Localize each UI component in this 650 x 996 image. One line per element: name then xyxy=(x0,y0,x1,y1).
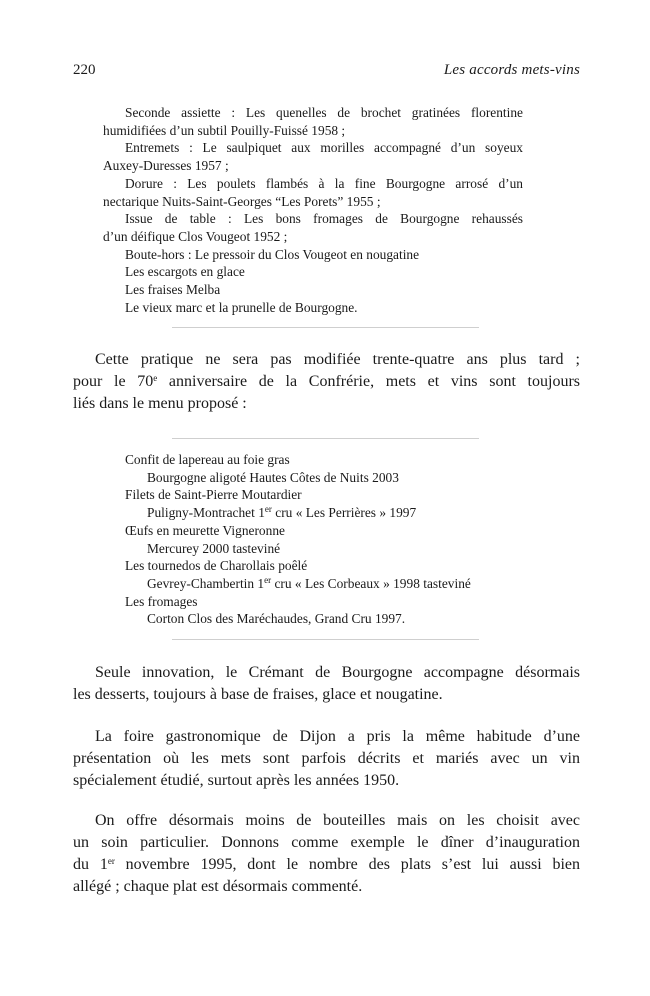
menu-2-wine: Gevrey-Chambertin 1er cru « Les Corbeaux » 1998 tasteviné xyxy=(147,574,471,591)
paragraph-line: pour le 70e anniversaire de la Confrérie, mets et vins sont toujours xyxy=(73,373,581,390)
menu-1-line: d’un déifique Clos Vougeot 1952 ; xyxy=(103,228,288,244)
paragraph-1 xyxy=(73,349,580,415)
menu-2-dish: Les tournedos de Charollais poêlé xyxy=(125,558,308,574)
menu-2-wine: Puligny-Montrachet 1er cru « Les Perrières » 1997 xyxy=(147,504,417,521)
paragraph-line: Cette pratique ne sera pas modifiée trente-quatre ans plus tard ; xyxy=(95,351,580,368)
menu-2-wine: Corton Clos des Maréchaudes, Grand Cru 1997. xyxy=(147,611,406,627)
menu-1-line: Dorure : Les poulets flambés à la fine Bourgogne arrosé d’un xyxy=(125,175,523,191)
paragraph-line: liés dans le menu proposé : xyxy=(73,395,247,412)
paragraph-line: les desserts, toujours à base de fraises, glace et nougatine. xyxy=(73,686,443,703)
paragraph-line: un soin particulier. Donnons comme exemple le dîner d’inauguration xyxy=(73,834,580,851)
section-divider xyxy=(172,639,479,640)
section-divider xyxy=(172,438,479,439)
paragraph-3 xyxy=(73,726,580,792)
menu-2-wine: Bourgogne aligoté Hautes Côtes de Nuits 2003 xyxy=(147,469,399,485)
paragraph-line: Seule innovation, le Crémant de Bourgogne accompagne désormais xyxy=(95,664,580,681)
superscript: er xyxy=(264,574,272,585)
running-title: Les accords mets-vins xyxy=(443,62,580,78)
menu-1-line: Auxey-Duresses 1957 ; xyxy=(103,158,229,174)
menu-1-line: humidifiées d’un subtil Pouilly-Fuissé 1958 ; xyxy=(103,122,346,138)
menu-2-wine: Mercurey 2000 tasteviné xyxy=(147,540,281,556)
superscript: e xyxy=(153,373,158,383)
paragraph-2 xyxy=(73,662,580,706)
menu-2-dish: Œufs en meurette Vigneronne xyxy=(125,522,285,538)
menu-1-line: Seconde assiette : Les quenelles de brochet gratinées florentine xyxy=(125,105,523,120)
menu-1-line: Issue de table : Les bons fromages de Bourgogne rehaussés xyxy=(125,211,523,227)
paragraph-line: spécialement étudié, surtout après les années 1950. xyxy=(73,772,400,789)
superscript: er xyxy=(264,504,272,515)
superscript: er xyxy=(107,856,115,866)
menu-2-dish: Filets de Saint-Pierre Moutardier xyxy=(125,487,302,503)
menu-1 xyxy=(103,104,523,316)
paragraph-line: du 1er novembre 1995, dont le nombre des plats s’est lui aussi bien xyxy=(73,856,581,873)
menu-1-line: Les fraises Melba xyxy=(125,282,221,298)
paragraph-line: La foire gastronomique de Dijon a pris la même habitude d’une xyxy=(95,728,580,745)
menu-2 xyxy=(125,451,545,628)
menu-1-line: Boute-hors : Le pressoir du Clos Vougeot en nougatine xyxy=(125,246,420,262)
paragraph-4 xyxy=(73,810,580,898)
menu-1-line: Les escargots en glace xyxy=(125,264,245,280)
section-divider xyxy=(172,327,479,328)
page-number: 220 xyxy=(73,62,96,78)
menu-2-dish: Confit de lapereau au foie gras xyxy=(125,452,290,467)
paragraph-line: allégé ; chaque plat est désormais commenté. xyxy=(73,878,363,895)
menu-1-line: nectarique Nuits-Saint-Georges “Les Porets” 1955 ; xyxy=(103,193,381,209)
paragraph-line: On offre désormais moins de bouteilles mais on les choisit avec xyxy=(95,812,580,829)
menu-2-dish: Les fromages xyxy=(125,593,198,609)
paragraph-line: présentation où les mets sont parfois décrits et mariés avec un vin xyxy=(73,750,580,767)
menu-1-line: Entremets : Le saulpiquet aux morilles accompagné d’un soyeux xyxy=(125,140,523,156)
menu-1-line: Le vieux marc et la prunelle de Bourgogne. xyxy=(125,299,358,315)
